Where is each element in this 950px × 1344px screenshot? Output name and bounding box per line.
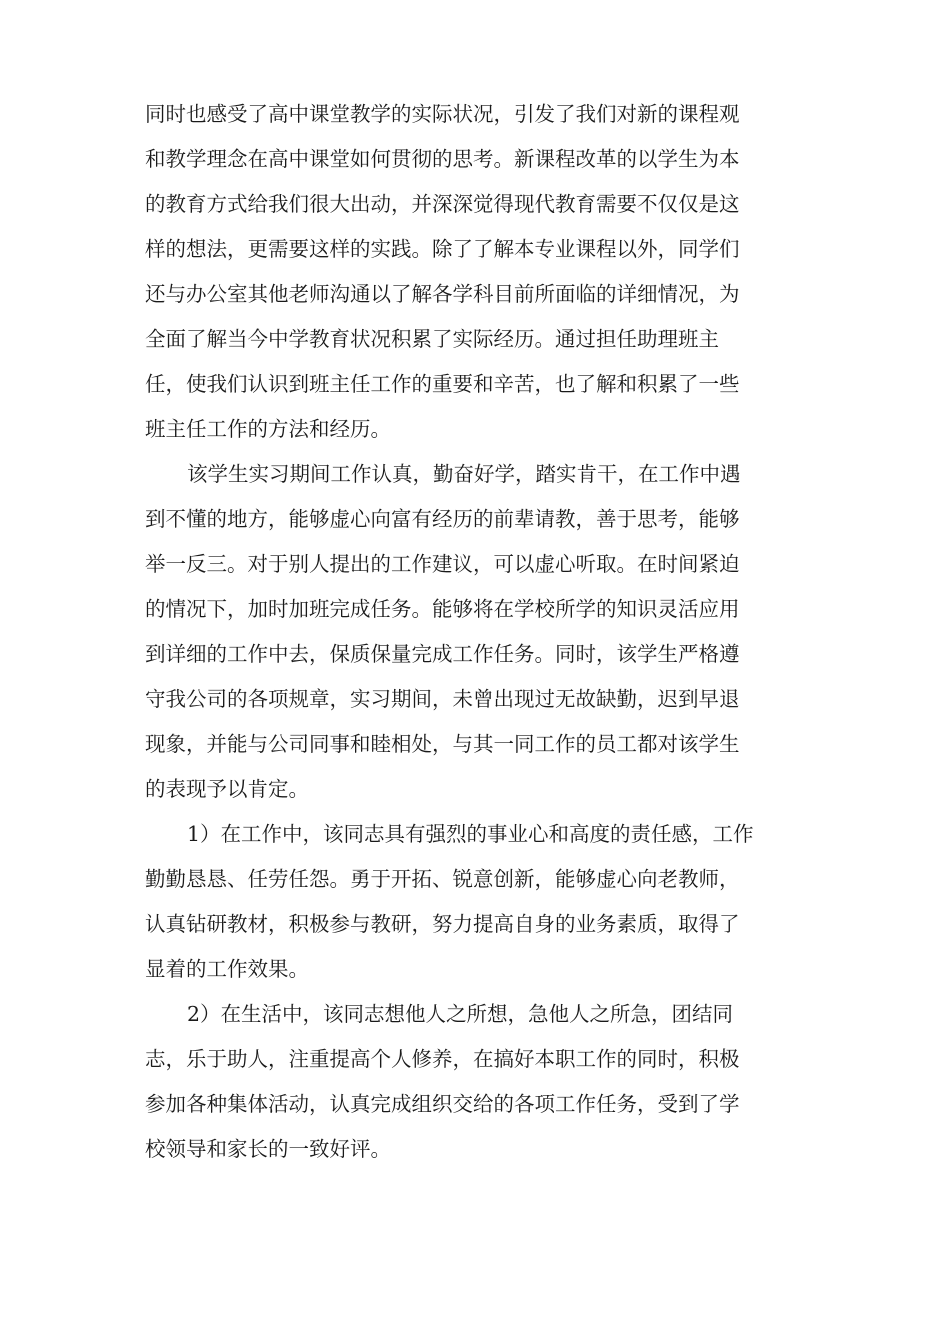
text-line: 任，使我们认识到班主任工作的重要和辛苦，也了解和积累了一些: [145, 372, 740, 396]
text-line-indented: 该学生实习期间工作认真，勤奋好学，踏实肯干，在工作中遇: [187, 462, 741, 486]
text-line-indented: 1）在工作中，该同志具有强烈的事业心和高度的责任感，工作: [187, 822, 754, 846]
paragraph-student-evaluation: [145, 452, 810, 812]
document-page: [145, 92, 810, 1172]
text-line: 的表现予以肯定。: [145, 777, 309, 801]
paragraph-practice-experience: [145, 92, 810, 452]
text-line: 参加各种集体活动，认真完成组织交给的各项工作任务，受到了学: [145, 1092, 740, 1116]
text-line: 全面了解当今中学教育状况积累了实际经历。通过担任助理班主: [145, 327, 719, 351]
text-line: 样的想法，更需要这样的实践。除了了解本专业课程以外，同学们: [145, 237, 740, 261]
text-line: 认真钻研教材，积极参与教研，努力提高自身的业务素质，取得了: [145, 912, 740, 936]
text-line: 和教学理念在高中课堂如何贯彻的思考。新课程改革的以学生为本: [145, 147, 740, 171]
text-line: 到不懂的地方，能够虚心向富有经历的前辈请教，善于思考，能够: [145, 507, 740, 531]
text-line: 志，乐于助人，注重提高个人修养，在搞好本职工作的同时，积极: [145, 1047, 740, 1071]
text-line-indented: 2）在生活中，该同志想他人之所想，急他人之所急，团结同: [187, 1002, 734, 1026]
text-line: 显着的工作效果。: [145, 957, 309, 981]
text-line: 还与办公室其他老师沟通以了解各学科目前所面临的详细情况，为: [145, 282, 740, 306]
text-line: 同时也感受了高中课堂教学的实际状况，引发了我们对新的课程观: [145, 102, 740, 126]
text-line: 班主任工作的方法和经历。: [145, 417, 391, 441]
text-line: 的教育方式给我们很大出动，并深深觉得现代教育需要不仅仅是这: [145, 192, 740, 216]
text-line: 的情况下，加时加班完成任务。能够将在学校所学的知识灵活应用: [145, 597, 740, 621]
text-line: 到详细的工作中去，保质保量完成工作任务。同时，该学生严格遵: [145, 642, 740, 666]
text-line: 勤勤恳恳、任劳任怨。勇于开拓、锐意创新，能够虚心向老教师，: [145, 867, 740, 891]
text-line: 现象，并能与公司同事和睦相处，与其一同工作的员工都对该学生: [145, 732, 740, 756]
paragraph-item-2-life: [145, 992, 810, 1172]
text-line: 校领导和家长的一致好评。: [145, 1137, 391, 1161]
text-line: 守我公司的各项规章，实习期间，未曾出现过无故缺勤，迟到早退: [145, 687, 740, 711]
text-line: 举一反三。对于别人提出的工作建议，可以虚心听取。在时间紧迫: [145, 552, 740, 576]
paragraph-item-1-work: [145, 812, 810, 992]
